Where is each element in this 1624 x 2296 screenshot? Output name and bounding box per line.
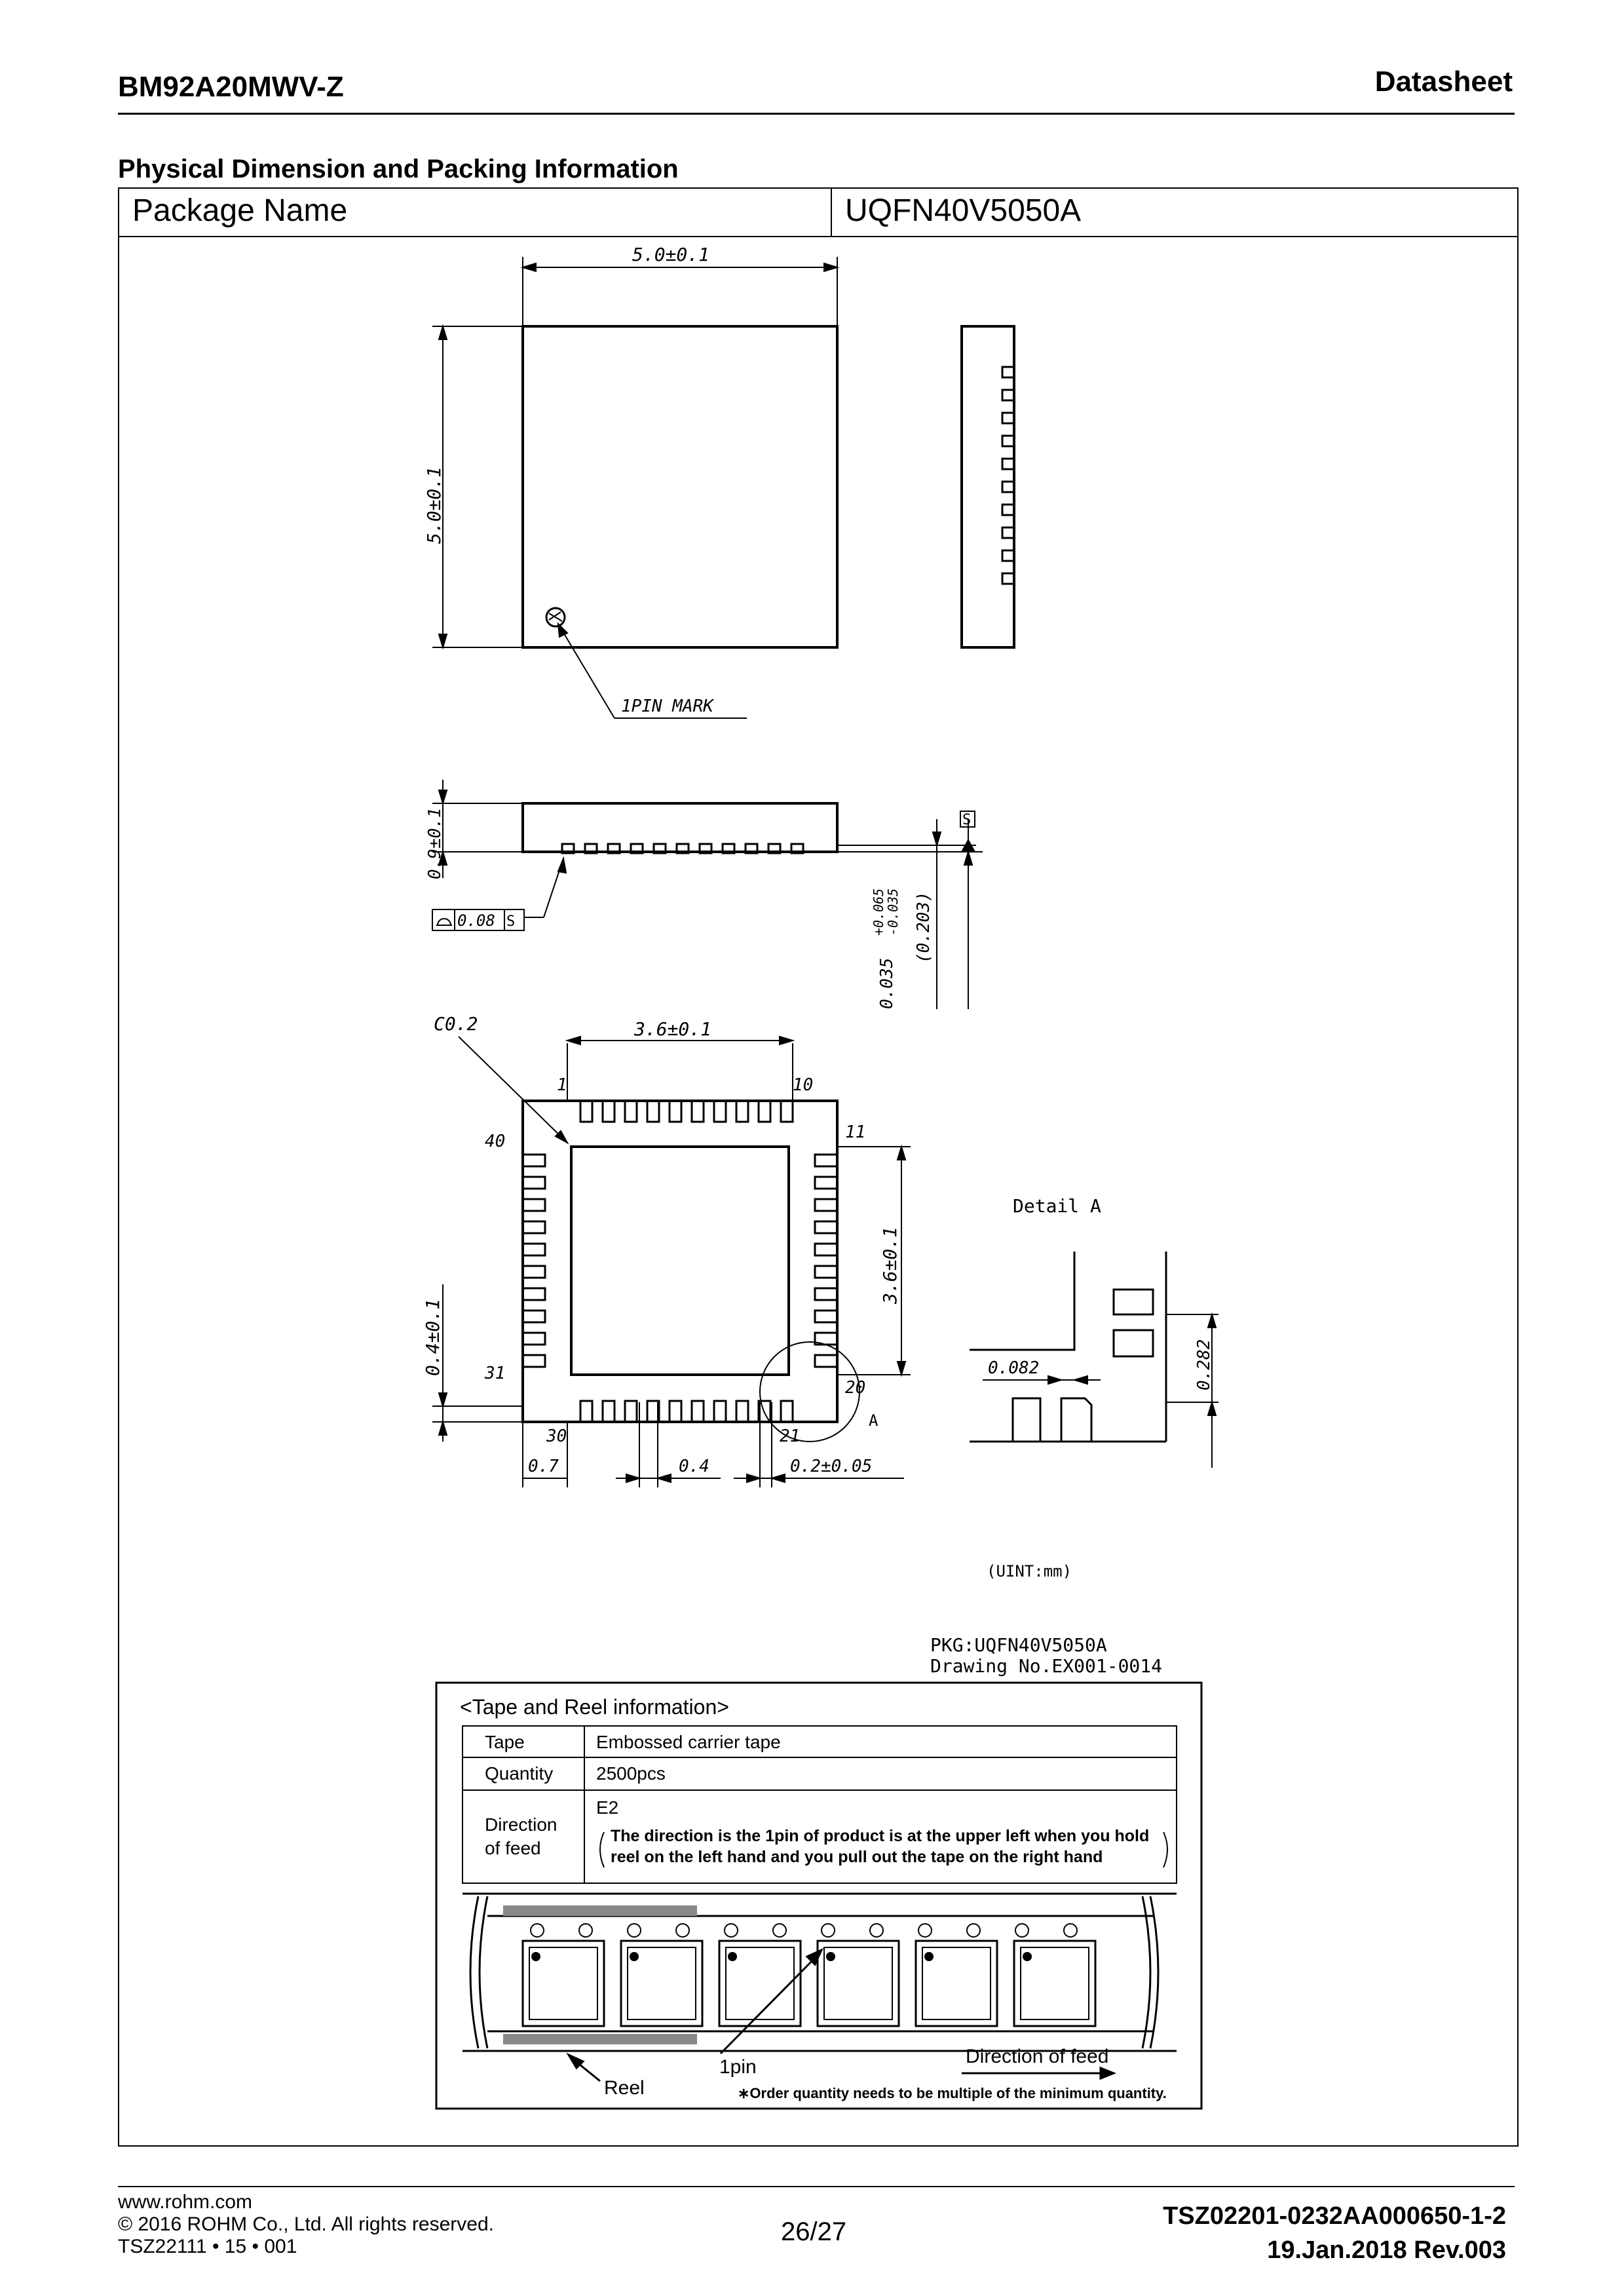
lead-bottom bbox=[580, 1401, 592, 1422]
top-view-body bbox=[523, 326, 837, 647]
section-title: Physical Dimension and Packing Information bbox=[118, 155, 679, 183]
side-view-leads bbox=[1002, 367, 1014, 584]
dim-04: 0.4 bbox=[679, 1457, 709, 1476]
lead-right bbox=[815, 1355, 837, 1367]
direction-label-1: Direction bbox=[485, 1814, 557, 1835]
lead-left bbox=[523, 1266, 545, 1278]
pin-40-label: 40 bbox=[485, 1132, 506, 1151]
pin1-dot bbox=[1023, 1952, 1032, 1961]
tape-sprocket-holes bbox=[531, 1924, 1077, 1937]
bottom-view bbox=[523, 1101, 837, 1422]
dim-pitch-side: 0.4±0.1 bbox=[422, 1298, 444, 1376]
lead-top bbox=[736, 1101, 748, 1122]
lead-bottom bbox=[781, 1401, 793, 1422]
lead-right bbox=[815, 1199, 837, 1211]
lead-bottom bbox=[714, 1401, 726, 1422]
dim-standoff-tol-minus: -0.035 bbox=[885, 888, 901, 936]
lead-left bbox=[523, 1311, 545, 1322]
lead-bottom bbox=[736, 1401, 748, 1422]
lead-right bbox=[815, 1266, 837, 1278]
dim-pad-height: 3.6±0.1 bbox=[879, 1226, 901, 1304]
tape-row-label: Quantity bbox=[485, 1763, 554, 1784]
tape-illustration bbox=[463, 1894, 1177, 2051]
dim-pad-width: 3.6±0.1 bbox=[634, 1018, 712, 1040]
pin-11-label: 11 bbox=[845, 1122, 866, 1142]
detail-282: 0.282 bbox=[1194, 1339, 1214, 1390]
lead-left bbox=[523, 1355, 545, 1367]
pin1-dot bbox=[630, 1952, 639, 1961]
part-number: BM92A20MWV-Z bbox=[118, 71, 344, 103]
dim-standoff-tol-plus: +0.065 bbox=[871, 888, 886, 936]
lead-top bbox=[759, 1101, 770, 1122]
lead-right bbox=[815, 1244, 837, 1255]
pin-31-label: 31 bbox=[485, 1364, 506, 1383]
lead-left bbox=[523, 1177, 545, 1189]
sprocket-hole bbox=[531, 1924, 544, 1937]
sprocket-hole bbox=[676, 1924, 689, 1937]
lead-top bbox=[603, 1101, 614, 1122]
lead-left bbox=[523, 1288, 545, 1300]
pin-21-label: 21 bbox=[780, 1426, 801, 1446]
doc-number: TSZ02201-0232AA000650-1-2 bbox=[1163, 2202, 1506, 2230]
drawing-number: Drawing No.EX001-0014 bbox=[930, 1655, 1163, 1677]
side-lead bbox=[1002, 459, 1014, 469]
side-lead bbox=[1002, 573, 1014, 584]
lead-top bbox=[625, 1101, 637, 1122]
lead-bottom bbox=[603, 1401, 614, 1422]
footer-code: TSZ22111 • 15 • 001 bbox=[118, 2236, 297, 2257]
page-number: 26/27 bbox=[781, 2217, 847, 2246]
sprocket-hole bbox=[1064, 1924, 1077, 1937]
tape-pockets bbox=[523, 1941, 1095, 2026]
sprocket-hole bbox=[579, 1924, 592, 1937]
tape-row-value: Embossed carrier tape bbox=[596, 1732, 781, 1752]
flatness-value: 0.08 bbox=[457, 911, 495, 930]
direction-label-2: of feed bbox=[485, 1838, 541, 1858]
lead-right bbox=[815, 1177, 837, 1189]
pin1-dot bbox=[728, 1952, 737, 1961]
sprocket-hole bbox=[1015, 1924, 1029, 1937]
sprocket-hole bbox=[821, 1924, 835, 1937]
bottom-view-dims bbox=[432, 1037, 911, 1487]
side-lead bbox=[1002, 413, 1014, 423]
dim-height: 5.0±0.1 bbox=[423, 466, 445, 544]
pin1-dot bbox=[531, 1952, 540, 1961]
footer-right bbox=[1163, 2199, 1506, 2267]
tape-row-label: Tape bbox=[485, 1732, 525, 1752]
feed-label: Direction of feed bbox=[966, 2046, 1109, 2067]
detail-a-title: Detail A bbox=[1013, 1195, 1101, 1217]
lead-top bbox=[781, 1101, 793, 1122]
pin1-label: 1pin bbox=[719, 2056, 757, 2078]
footer-url[interactable]: www.rohm.com bbox=[118, 2191, 253, 2213]
lead-left bbox=[523, 1333, 545, 1345]
pin-20-label: 20 bbox=[845, 1378, 866, 1398]
dim-standoff: 0.035 bbox=[877, 957, 897, 1009]
lead-right bbox=[815, 1221, 837, 1233]
pin-30-label: 30 bbox=[546, 1426, 567, 1446]
lead-left bbox=[523, 1221, 545, 1233]
tape-reel-title: <Tape and Reel information> bbox=[460, 1695, 729, 1719]
pkg-note: PKG:UQFN40V5050A bbox=[930, 1634, 1107, 1656]
pin-1-label: 1 bbox=[557, 1075, 567, 1095]
order-note: ∗Order quantity needs to be multiple of the minimum quantity. bbox=[738, 2085, 1167, 2101]
lead-top bbox=[714, 1101, 726, 1122]
side-view-right bbox=[962, 326, 1014, 647]
sprocket-hole bbox=[773, 1924, 786, 1937]
direction-text-1: The direction is the 1pin of product is at the upper left when you hold bbox=[611, 1827, 1150, 1845]
sprocket-hole bbox=[918, 1924, 932, 1937]
pin1-dot bbox=[826, 1952, 835, 1961]
lead-bottom bbox=[625, 1401, 637, 1422]
direction-code: E2 bbox=[596, 1797, 619, 1818]
lead-right bbox=[815, 1311, 837, 1322]
unit-label: (UINT:mm) bbox=[987, 1562, 1072, 1580]
lead-top bbox=[670, 1101, 681, 1122]
lead-top bbox=[692, 1101, 704, 1122]
side-lead bbox=[1002, 367, 1014, 377]
detail-a-view bbox=[970, 1252, 1166, 1442]
top-view bbox=[523, 326, 837, 647]
datum-label: S bbox=[962, 812, 972, 828]
sprocket-hole bbox=[870, 1924, 883, 1937]
pin-mark-label: 1PIN MARK bbox=[621, 697, 713, 716]
doc-type: Datasheet bbox=[1374, 66, 1513, 98]
side-lead bbox=[1002, 390, 1014, 400]
dim-07: 0.7 bbox=[528, 1457, 559, 1476]
side-lead bbox=[1002, 436, 1014, 446]
footer-rule bbox=[118, 2186, 1515, 2187]
date-revision: 19.Jan.2018 Rev.003 bbox=[1267, 2236, 1506, 2264]
side-lead bbox=[1002, 505, 1014, 515]
tape-row-value: 2500pcs bbox=[596, 1763, 666, 1784]
side-lead bbox=[1002, 482, 1014, 492]
dim-width: 5.0±0.1 bbox=[632, 244, 710, 265]
lead-bottom bbox=[670, 1401, 681, 1422]
tape-reel-box bbox=[436, 1683, 1201, 2109]
sprocket-hole bbox=[725, 1924, 738, 1937]
dim-lead-width: 0.2±0.05 bbox=[790, 1457, 873, 1476]
flatness-datum: S bbox=[506, 913, 516, 930]
detail-082: 0.082 bbox=[988, 1358, 1040, 1378]
pin-10-label: 10 bbox=[793, 1075, 814, 1095]
dim-0203: (0.203) bbox=[914, 891, 934, 963]
lead-left bbox=[523, 1155, 545, 1166]
lead-bottom bbox=[692, 1401, 704, 1422]
package-name-label: Package Name bbox=[132, 193, 348, 228]
lead-left bbox=[523, 1199, 545, 1211]
footer-left bbox=[118, 2191, 494, 2258]
lead-top bbox=[647, 1101, 659, 1122]
lead-top bbox=[580, 1101, 592, 1122]
sprocket-hole bbox=[628, 1924, 641, 1937]
reel-label: Reel bbox=[604, 2077, 645, 2099]
detail-a-dims bbox=[983, 1314, 1218, 1468]
package-name-value: UQFN40V5050A bbox=[845, 193, 1082, 228]
detail-a-marker: A bbox=[869, 1411, 878, 1430]
side-lead bbox=[1002, 527, 1014, 538]
side-lead bbox=[1002, 550, 1014, 561]
lead-right bbox=[815, 1155, 837, 1166]
sprocket-hole bbox=[967, 1924, 980, 1937]
chamfer-label: C0.2 bbox=[434, 1013, 478, 1035]
lead-left bbox=[523, 1244, 545, 1255]
footer-copyright: © 2016 ROHM Co., Ltd. All rights reserved. bbox=[118, 2213, 494, 2235]
lead-right bbox=[815, 1288, 837, 1300]
pin1-dot bbox=[924, 1952, 934, 1961]
dim-thickness: 0.9±0.1 bbox=[425, 807, 445, 879]
direction-text-2: reel on the left hand and you pull out the tape on the right hand bbox=[611, 1848, 1103, 1866]
